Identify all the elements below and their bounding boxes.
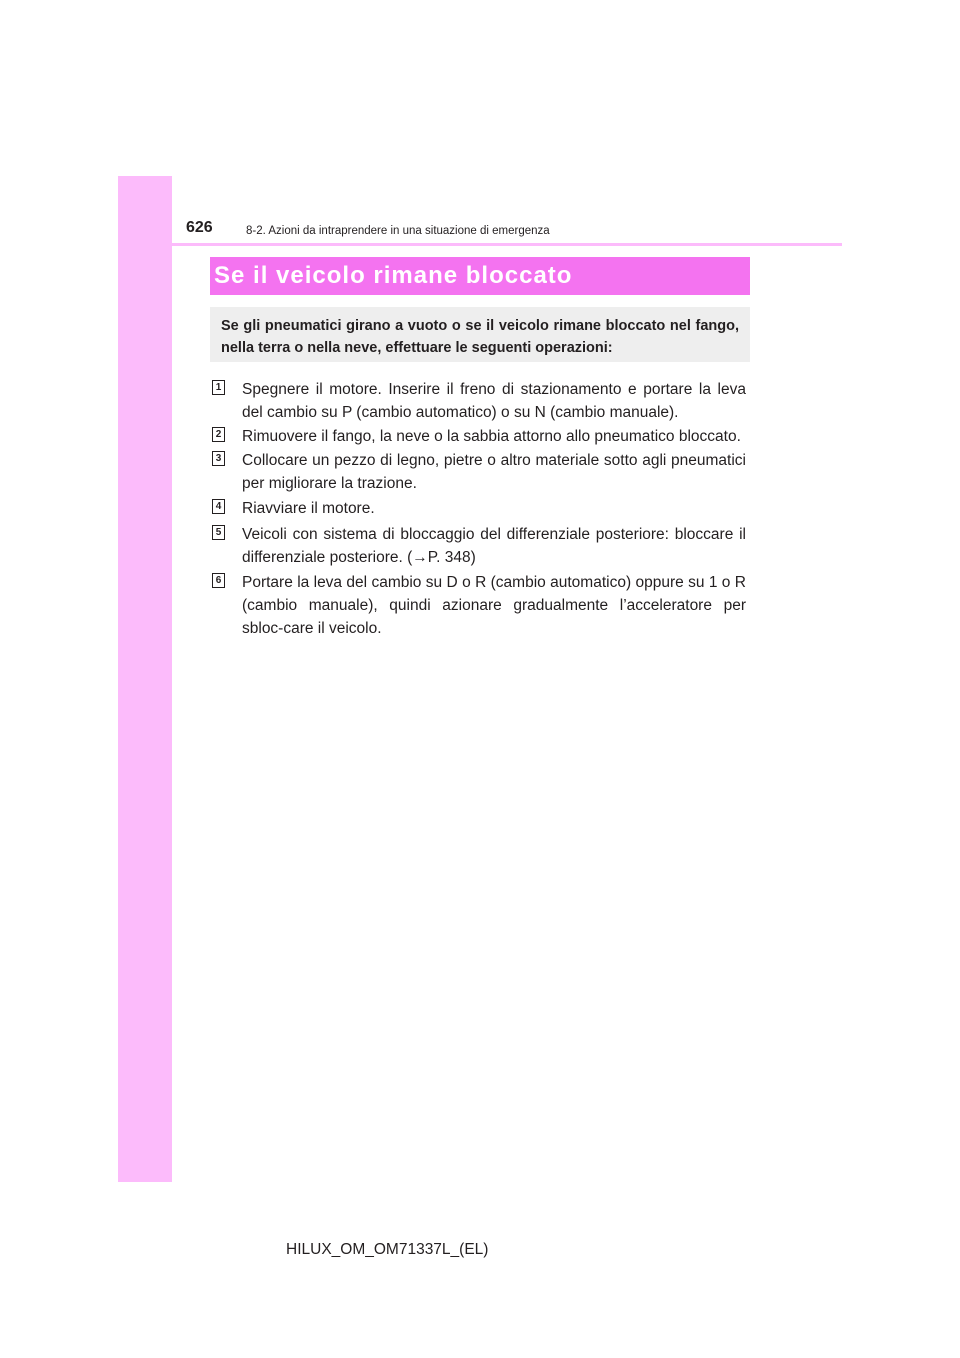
- step-number-badge: 4: [212, 499, 225, 514]
- step-text: Veicoli con sistema di bloccaggio del differenziale posteriore: bloccare il differenziale posteriore. (→P. 348): [242, 526, 746, 566]
- footer-document-code: HILUX_OM_OM71337L_(EL): [286, 1241, 489, 1258]
- intro-text: Se gli pneumatici girano a vuoto o se il veicolo rimane bloccato nel fango, nella terra o nella neve, effettuare le seguenti operazioni:: [221, 318, 739, 356]
- step-item: [212, 449, 746, 495]
- header-divider: [118, 243, 842, 246]
- step-number-badge: 2: [212, 427, 225, 442]
- step-item: [212, 378, 746, 424]
- step-number-badge: 3: [212, 451, 225, 466]
- step-item: [212, 523, 746, 569]
- step-text: Portare la leva del cambio su D o R (cambio automatico) oppure su 1 o R (cambio manuale), quindi azionare gradualmente l’acceleratore per sbloc-care il veicolo.: [242, 574, 746, 637]
- step-number-badge: 5: [212, 525, 225, 540]
- step-text: Rimuovere il fango, la neve o la sabbia attorno allo pneumatico bloccato.: [242, 428, 741, 445]
- step-item: [212, 497, 746, 520]
- page-title: Se il veicolo rimane bloccato: [214, 262, 573, 289]
- section-header: 8-2. Azioni da intraprendere in una situazione di emergenza: [246, 225, 550, 237]
- chapter-side-strip: [118, 176, 172, 1182]
- step-text: Collocare un pezzo di legno, pietre o altro materiale sotto agli pneumatici per migliorare la trazione.: [242, 452, 746, 492]
- step-number-badge: 1: [212, 380, 225, 395]
- step-item: [212, 571, 746, 640]
- step-text: Spegnere il motore. Inserire il freno di stazionamento e portare la leva del cambio su P (cambio automatico) o su N (cambio manuale).: [242, 381, 746, 421]
- step-item: [212, 425, 746, 448]
- title-banner: [210, 257, 750, 295]
- page-number: 626: [186, 219, 213, 236]
- step-text: Riavviare il motore.: [242, 500, 375, 517]
- step-number-badge: 6: [212, 573, 225, 588]
- intro-box: [210, 307, 750, 362]
